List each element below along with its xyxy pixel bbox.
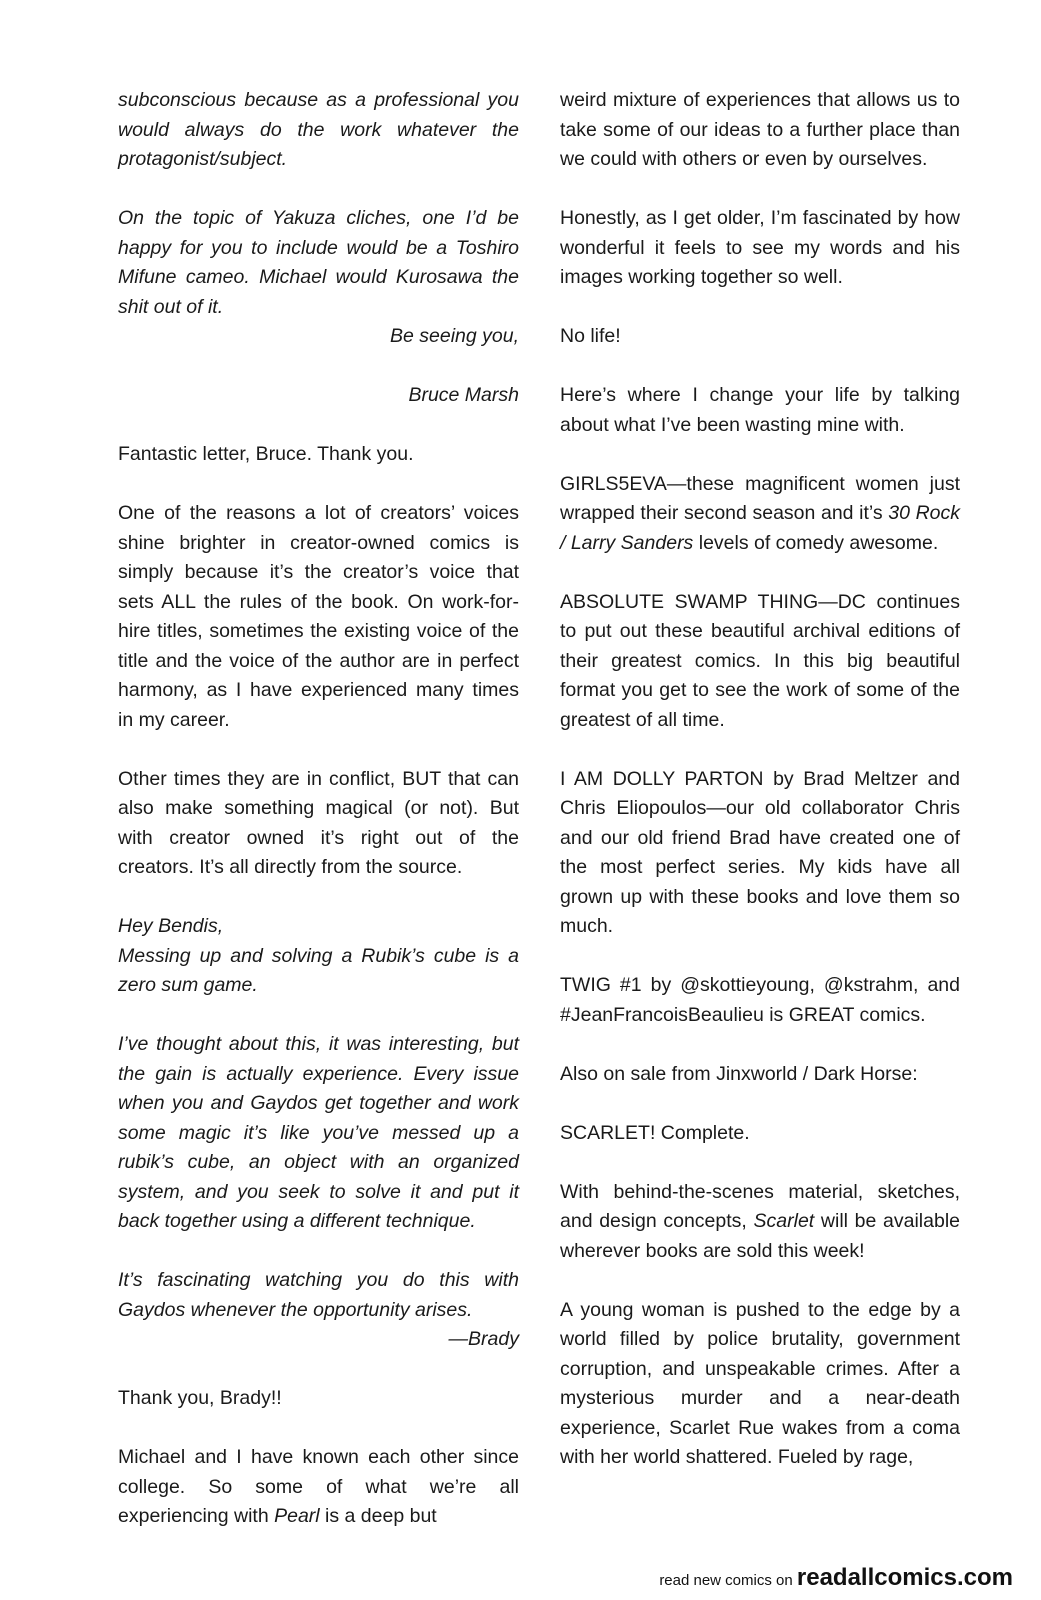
watermark-site[interactable]: readallcomics.com bbox=[796, 1564, 1013, 1591]
letter-signoff: Be seeing you, bbox=[389, 325, 519, 347]
letter-paragraph: I’ve thought about this, it was interesting, but the gain is actually experience. Every issue when you and Gaydos get together and work some magic it’s like you’ve messed up a rubik’s cube, an object with an organized system, and you seek to solve it and put it back together using a different technique. bbox=[118, 1033, 519, 1232]
letter-paragraph: Messing up and solving a Rubik’s cube is a zero sum game. bbox=[118, 944, 519, 996]
text-run: is a deep but bbox=[319, 1505, 437, 1527]
right-column bbox=[560, 86, 960, 1473]
body-paragraph: Also on sale from Jinxworld / Dark Horse: bbox=[560, 1062, 918, 1085]
reply-paragraph bbox=[118, 1443, 519, 1532]
body-paragraph: No life! bbox=[560, 325, 621, 347]
body-paragraph: weird mixture of experiences that allows us to take some of our ideas to a further place than we could with others or even by ourselves. bbox=[560, 89, 960, 170]
site-watermark[interactable] bbox=[659, 1564, 1013, 1592]
title-pearl: Pearl bbox=[274, 1505, 320, 1527]
recommendation-girls5eva bbox=[560, 470, 960, 559]
letter-salutation: Hey Bendis, bbox=[118, 915, 224, 937]
letter-excerpt-paragraph: subconscious because as a professional you would always do the work whatever the protagonist/subject. bbox=[118, 89, 519, 170]
title-scarlet: Scarlet bbox=[753, 1210, 815, 1232]
body-paragraph: Here’s where I change your life by talking about what I’ve been wasting mine with. bbox=[560, 384, 960, 436]
body-paragraph: SCARLET! Complete. bbox=[560, 1121, 750, 1144]
recommendation-swamp-thing: ABSOLUTE SWAMP THING—DC continues to put out these beautiful archival editions of their greatest comics. In this big beautiful format you get to see the work of some of the greatest of all time. bbox=[560, 590, 960, 731]
reply-paragraph: Other times they are in conflict, BUT that can also make something magical (or not). But with creator owned it’s right out of the creators. It’s all directly from the source. bbox=[118, 767, 519, 878]
left-column bbox=[118, 86, 519, 1561]
title-30-rock: 30 Rock / Larry Sanders bbox=[560, 502, 960, 554]
text-run: levels of comedy awesome. bbox=[693, 531, 939, 554]
scarlet-paragraph bbox=[560, 1178, 960, 1267]
letter-signature-brady: —Brady bbox=[448, 1328, 519, 1350]
recommendation-dolly-parton: I AM DOLLY PARTON by Brad Meltzer and Chris Eliopoulos—our old collaborator Chris and our old friend Brad have created one of the most perfect series. My kids have all grown up with these books and love them so much. bbox=[560, 767, 960, 937]
watermark-prefix: read new comics on bbox=[659, 1572, 797, 1589]
text-run: GIRLS5EVA—these magnificent women just wrapped their second season and it’s bbox=[560, 472, 960, 524]
text-run: Michael and I have known each other since college. So some of what we’re all experiencing with bbox=[118, 1446, 519, 1527]
letter-yakuza-paragraph: On the topic of Yakuza cliches, one I’d be happy for you to include would be a Toshiro Mifune cameo. Michael would Kurosawa the shit out of it. bbox=[118, 207, 519, 318]
text-run: With behind-the-scenes material, sketches, and design concepts, bbox=[560, 1180, 960, 1232]
text-run: will be available wherever books are sold this week! bbox=[560, 1210, 961, 1262]
reply-paragraph: One of the reasons a lot of creators’ voices shine brighter in creator-owned comics is simply because it’s the creator’s voice that sets ALL the rules of the book. On work-for-hire titles, sometimes the existing voice of the title and the voice of the author are in perfect harmony, as I have experienced many times in my career. bbox=[118, 502, 519, 731]
reply-paragraph: Thank you, Brady!! bbox=[118, 1387, 282, 1409]
letter-paragraph: It’s fascinating watching you do this with Gaydos whenever the opportunity arises. bbox=[118, 1269, 519, 1321]
scarlet-synopsis: A young woman is pushed to the edge by a world filled by police brutality, government corruption, and unspeakable crimes. After a mysterious murder and a near-death experience, Scarlet Rue wakes from a coma with her world shattered. Fueled by rage, bbox=[560, 1298, 960, 1468]
recommendation-twig: TWIG #1 by @skottieyoung, @kstrahm, and #JeanFrancoisBeaulieu is GREAT comics. bbox=[560, 974, 960, 1026]
body-paragraph: Honestly, as I get older, I’m fascinated by how wonderful it feels to see my words and his images working together so well. bbox=[560, 207, 960, 288]
reply-paragraph: Fantastic letter, Bruce. Thank you. bbox=[118, 443, 414, 465]
letter-signature-bruce: Bruce Marsh bbox=[408, 384, 519, 406]
